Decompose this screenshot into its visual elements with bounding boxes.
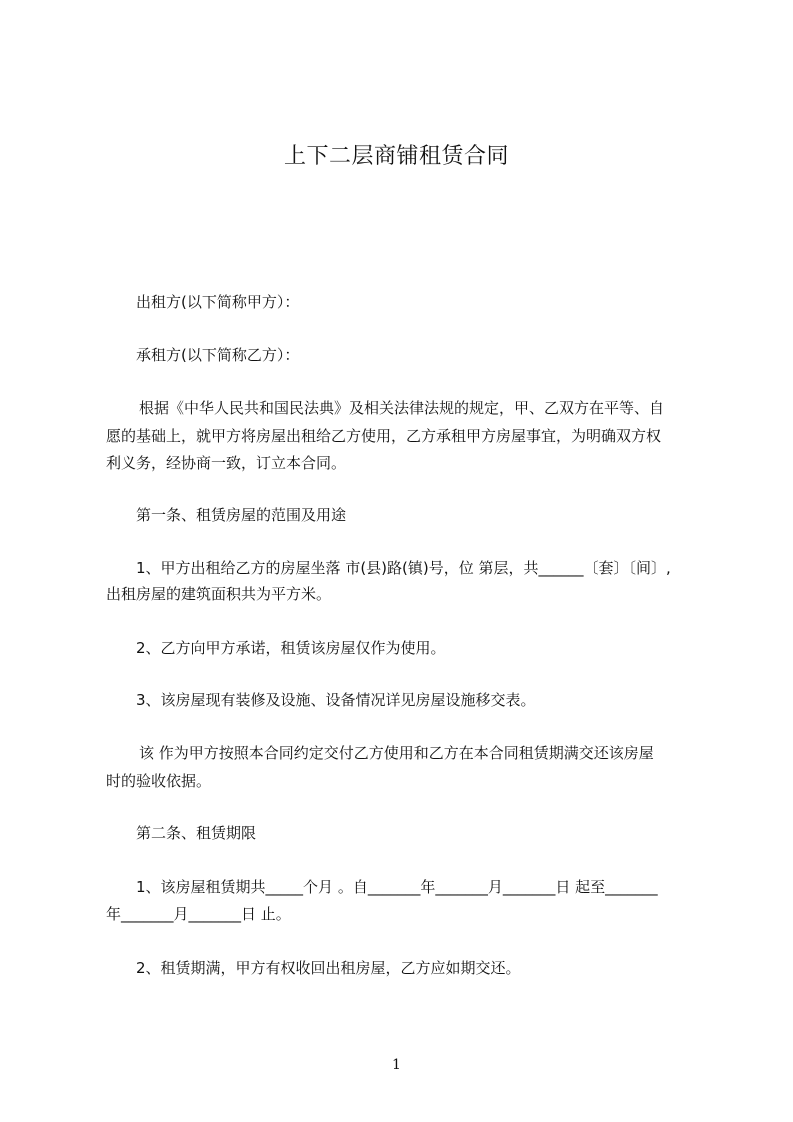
article-1-note-line-2: 时的验收依据。 [106, 772, 212, 790]
article-1-note-line-1: 该 作为甲方按照本合同约定交付乙方使用和乙方在本合同租赁期满交还该房屋 [139, 744, 654, 762]
page-number: 1 [392, 1057, 401, 1073]
document-title: 上下二层商铺租赁合同 [283, 144, 509, 169]
article-1-clause-3: 3、该房屋现有装修及设施、设备情况详见房屋设施移交表。 [136, 691, 536, 709]
lessee-line: 承租方(以下简称乙方）： [136, 346, 300, 364]
preamble-line-2: 愿的基础上，就甲方将房屋出租给乙方使用，乙方承租甲方房屋事宜，为明确双方权 [106, 427, 662, 445]
lessor-line: 出租方(以下简称甲方）： [136, 293, 300, 311]
article-2-heading: 第二条、租赁期限 [136, 824, 257, 842]
article-2-clause-1-line-1: 1、该房屋租赁期共_____个月 。自_______年_______月_______日 起至_______ [136, 878, 658, 896]
article-1-clause-2: 2、乙方向甲方承诺，租赁该房屋仅作为使用。 [136, 639, 446, 657]
article-1-clause-1-line-2: 出租房屋的建筑面积共为平方米。 [106, 585, 332, 603]
preamble-line-3: 利义务，经协商一致，订立本合同。 [106, 454, 347, 472]
article-1-heading: 第一条、租赁房屋的范围及用途 [136, 506, 347, 524]
article-2-clause-2: 2、租赁期满，甲方有权收回出租房屋，乙方应如期交还。 [136, 959, 521, 977]
article-1-clause-1-line-1: 1、甲方出租给乙方的房屋坐落 市(县)路(镇)号，位 第层，共______〔套〕〔间〕, [136, 559, 671, 577]
preamble-line-1: 根据《中华人民共和国民法典》及相关法律法规的规定，甲、乙双方在平等、自 [139, 399, 665, 417]
article-2-clause-1-line-2: 年_______月_______日 止。 [106, 905, 291, 923]
